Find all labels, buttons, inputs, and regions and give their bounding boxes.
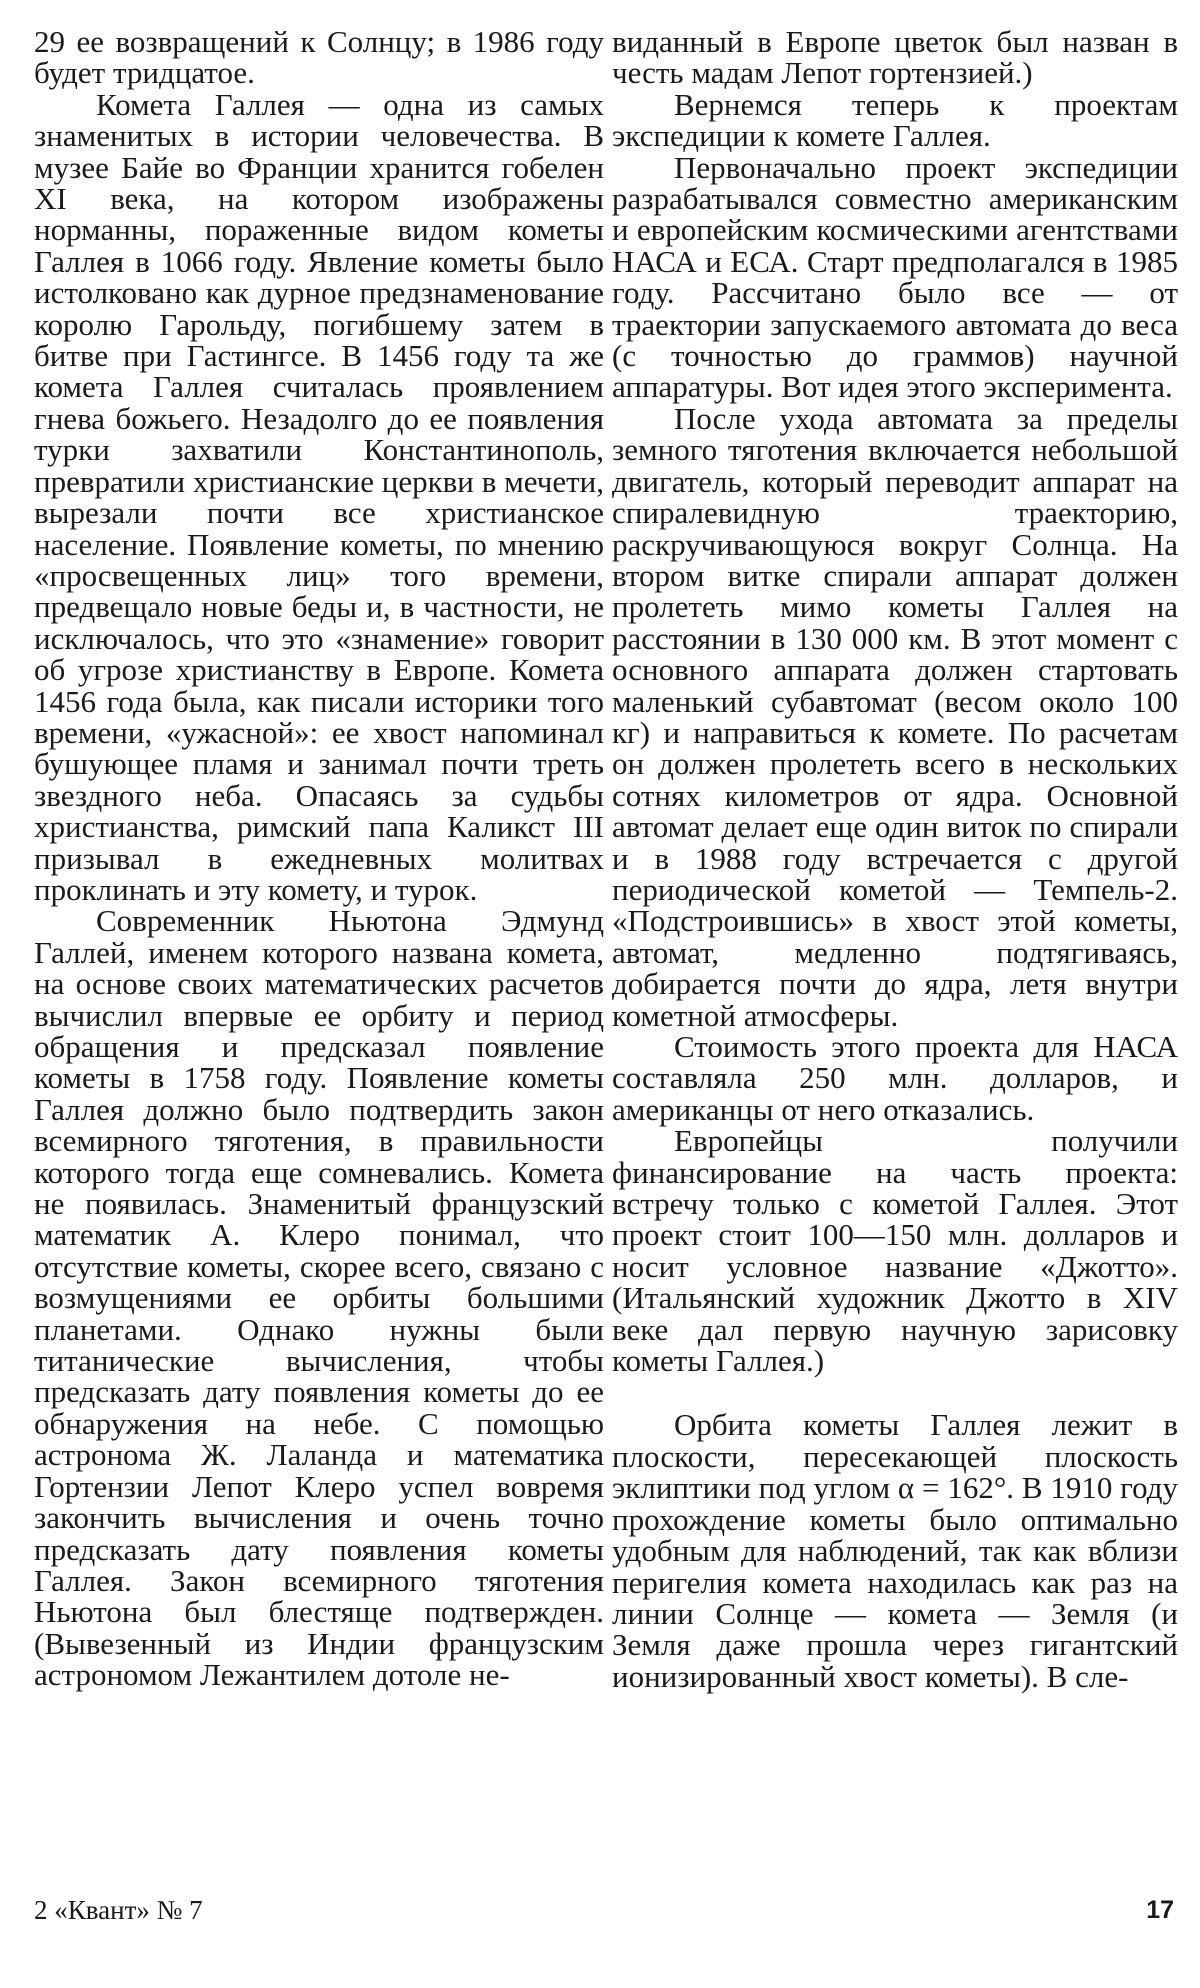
paragraph: Вернемся теперь к проектам экспедиции к комете Галлея. bbox=[612, 86, 1178, 154]
paragraph: Орбита кометы Галлея лежит в плоскости, пересекающей плоскость эклиптики под углом α = 162°. В 1910 году прохождение кометы было оптимально удобным для наблюдений, так как вблизи перигелия комета находилась как раз на линии Солнце — комета — Земля (и Земля даже прошла через гигантский ионизированный хвост кометы). В сле- bbox=[612, 1407, 1178, 1694]
paragraph: Современник Ньютона Эдмунд Галлей, именем которого названа комета, на основе своих математических расчетов вычислил впервые ее орбиту и период обращения и предсказал появление кометы в 1758 году. Появление кометы Галлея должно было подтвердить закон всемирного тяготения, в правильности которого тогда еще сомневались. Комета не появилась. Знаменитый французский математик А. Клеро понимал, что отсутствие кометы, скорее всего, связано с возмущениями ее орбиты большими планетами. Однако нужны были титанические вычисления, чтобы предсказать дату появления кометы до ее обнаружения на небе. С помощью астронома Ж. Лаланда и математика Гортензии Лепот Клеро успел вовремя закончить вычисления и очень точно предсказать дату появления кометы Галлея. Закон всемирного тяготения Ньютона был блестяще подтвержден. (Вывезенный из Индии французским астрономом Лежантилем дотоле не- bbox=[34, 903, 604, 1693]
paragraph: Европейцы получили финансирование на часть проекта: встречу только с кометой Галлея. Этот проект стоит 100—150 млн. долларов и носит условное название «Джотто». (Итальянский художник Джотто в XIV веке дал первую научную зарисовку кометы Галлея.) bbox=[612, 1123, 1178, 1379]
paragraph: Комета Галлея — одна из самых знаменитых в истории человечества. В музее Байе во Франции хранится гобелен XI века, на котором изображены норманны, пораженные видом кометы Галлея в 1066 году. Явление кометы было истолковано как дурное предзнаменование королю Гарольду, погибшему затем в битве при Гастингсе. В 1456 году та же комета Галлея считалась проявлением гнева божьего. Незадолго до ее появления турки захватили Константинополь, превратили христианские церкви в мечети, вырезали почти все христианское население. Появление кометы, по мнению «просвещенных лиц» того времени, предвещало новые беды и, в частности, не исключалось, что это «знамение» говорит об угрозе христианству в Европе. Комета 1456 года была, как писали историки того времени, «ужасной»: ее хвост напоминал бушующее пламя и занимал почти треть звездного неба. Опасаясь за судьбы христианства, римский папа Каликст III призывал в ежедневных молитвах проклинать и эту комету, и турок. bbox=[34, 86, 604, 907]
right-text-column bbox=[612, 26, 1178, 1692]
paragraph: виданный в Европе цветок был назван в честь мадам Лепот гортензией.) bbox=[612, 24, 1178, 91]
paragraph: После ухода автомата за пределы земного тяготения включается небольшой двигатель, который переводит аппарат на спиралевидную траекторию, раскручивающуюся вокруг Солнца. На втором витке спирали аппарат должен пролететь мимо кометы Галлея на расстоянии в 130 000 км. В этот момент с основного аппарата должен стартовать маленький субавтомат (весом около 100 кг) и направиться к комете. По расчетам он должен пролететь всего в нескольких сотнях километров от ядра. Основной автомат делает еще один виток по спирали и в 1988 году встречается с другой периодической кометой — Темпель-2. «Подстроившись» в хвост этой кометы, автомат, медленно подтягиваясь, добирается почти до ядра, летя внутри кометной атмосферы. bbox=[612, 400, 1178, 1033]
paragraph: Стоимость этого проекта для НАСА составляла 250 млн. долларов, и американцы от него отказались. bbox=[612, 1029, 1178, 1127]
paragraph: 29 ее возвращений к Солнцу; в 1986 году будет тридцатое. bbox=[34, 24, 604, 91]
printer-signature: 2 «Квант» № 7 bbox=[34, 1895, 203, 1925]
paragraph: Первоначально проект экспедиции разрабатывался совместно американским и европейским космическими агентствами НАСА и ЕСА. Старт предполагался в 1985 году. Рассчитано было все — от траектории запускаемого автомата до веса (с точностью до граммов) научной аппаратуры. Вот идея этого эксперимента. bbox=[612, 149, 1178, 405]
left-text-column bbox=[34, 26, 604, 1691]
page-number: 17 bbox=[1146, 1896, 1174, 1924]
